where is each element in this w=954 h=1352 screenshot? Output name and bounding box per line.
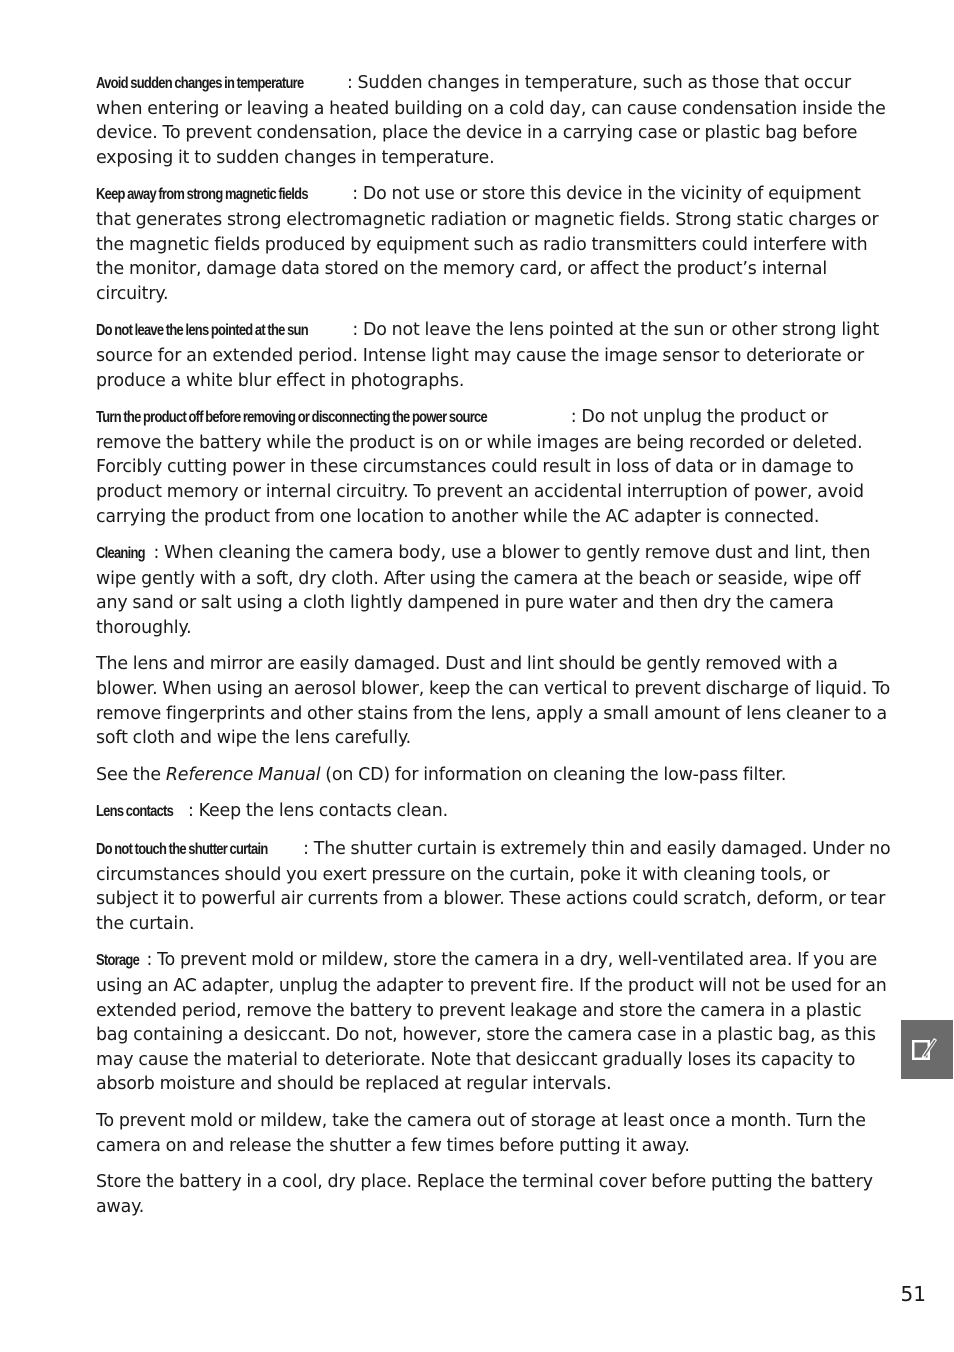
paragraph-heading: Keep away from strong magnetic fields	[96, 186, 308, 204]
paragraph-text: To prevent mold or mildew, take the camera out of storage at least once a month. Turn the camera on and release the shutter a few times before putting it away.	[96, 1110, 866, 1156]
section-tab	[901, 1020, 953, 1079]
paragraph-text: : The shutter curtain is extremely thin and easily damaged. Under no circumstances should you exert pressure on the curtain, poke it with cleaning tools, or subject it to powerful air currents from a blower. These actions could scratch, deform, or tear the curtain.	[96, 839, 891, 934]
paragraph-text: : Do not unplug the product or remove the battery while the product is on or while images are being recorded or deleted. Forcibly cutting power in these circumstances could result in loss of data or in damage to product memory or internal circuitry. To prevent an accidental interruption of power, avoid carrying the product from one location to another while the AC adapter is connected.	[96, 407, 864, 527]
paragraph-text: : Do not use or store this device in the vicinity of equipment that generates strong electromagnetic radiation or magnetic fields. Strong static charges or the magnetic fields produced by equipment such as radio transmitters could interfere with the monitor, damage data stored on the memory card, or affect the product’s internal circuitry.	[96, 184, 879, 304]
paragraph-heading: Cleaning	[96, 545, 145, 563]
paragraph-temperature	[96, 71, 892, 170]
paragraph-text: : When cleaning the camera body, use a blower to gently remove dust and lint, then wipe gently with a soft, dry cloth. After using the camera at the beach or seaside, wipe off any sand or salt using a cloth lightly dampened in pure water and then dry the camera thoroughly.	[96, 543, 871, 638]
paragraph-heading: Turn the product off before removing or disconnecting the power source	[96, 409, 487, 427]
paragraph-mold-mildew	[96, 1109, 892, 1158]
reference-manual-title: Reference Manual	[165, 764, 321, 785]
paragraph-heading: Do not leave the lens pointed at the sun	[96, 322, 308, 340]
paragraph-storage	[96, 948, 892, 1097]
paragraph-text: (on CD) for information on cleaning the low-pass filter.	[320, 764, 787, 785]
paragraph-heading: Lens contacts	[96, 803, 174, 821]
paragraph-reference-manual	[96, 763, 892, 788]
page-number: 51	[900, 1282, 926, 1306]
paragraph-lens-sun	[96, 318, 892, 393]
paragraph-lens-mirror	[96, 652, 892, 750]
paragraph-text: : To prevent mold or mildew, store the camera in a dry, well-ventilated area. If you are using an AC adapter, unplug the adapter to prevent fire. If the product will not be used for an extended period, remove the battery to prevent leakage and store the camera in a plastic bag containing a desiccant. Do not, however, store the camera case in a plastic bag, as this may cause the material to deteriorate. Note that desiccant gradually loses its capacity to absorb moisture and should be replaced at regular intervals.	[96, 950, 887, 1095]
paragraph-text: : Sudden changes in temperature, such as those that occur when entering or leaving a heated building on a cold day, can cause condensation inside the device. To prevent condensation, place the device in a carrying case or plastic bag before exposing it to sudden changes in temperature.	[96, 73, 886, 168]
paragraph-shutter-curtain	[96, 837, 892, 936]
paragraph-text: Store the battery in a cool, dry place. Replace the terminal cover before putting the battery away.	[96, 1172, 873, 1217]
paragraph-heading: Avoid sudden changes in temperature	[96, 75, 304, 92]
paragraph-lens-contacts	[96, 799, 892, 825]
document-body	[96, 71, 892, 1231]
paragraph-power-source	[96, 405, 892, 529]
paragraph-text: See the	[96, 764, 166, 785]
paragraph-heading: Do not touch the shutter curtain	[96, 841, 268, 859]
paragraph-magnetic-fields	[96, 182, 892, 306]
paragraph-cleaning	[96, 541, 892, 640]
paragraph-heading: Storage	[96, 952, 140, 970]
paragraph-battery-storage	[96, 1170, 892, 1219]
paragraph-text: : Do not leave the lens pointed at the sun or other strong light source for an extended period. Intense light may cause the image sensor to deteriorate or produce a white blur effect in photographs.	[96, 320, 880, 391]
paragraph-text: The lens and mirror are easily damaged. Dust and lint should be gently removed with a blower. When using an aerosol blower, keep the can vertical to prevent discharge of liquid. To remove fingerprints and other stains from the lens, apply a small amount of lens cleaner to a soft cloth and wipe the lens carefully.	[96, 654, 891, 749]
paragraph-text: : Keep the lens contacts clean.	[188, 801, 448, 822]
notes-icon	[911, 1036, 939, 1062]
